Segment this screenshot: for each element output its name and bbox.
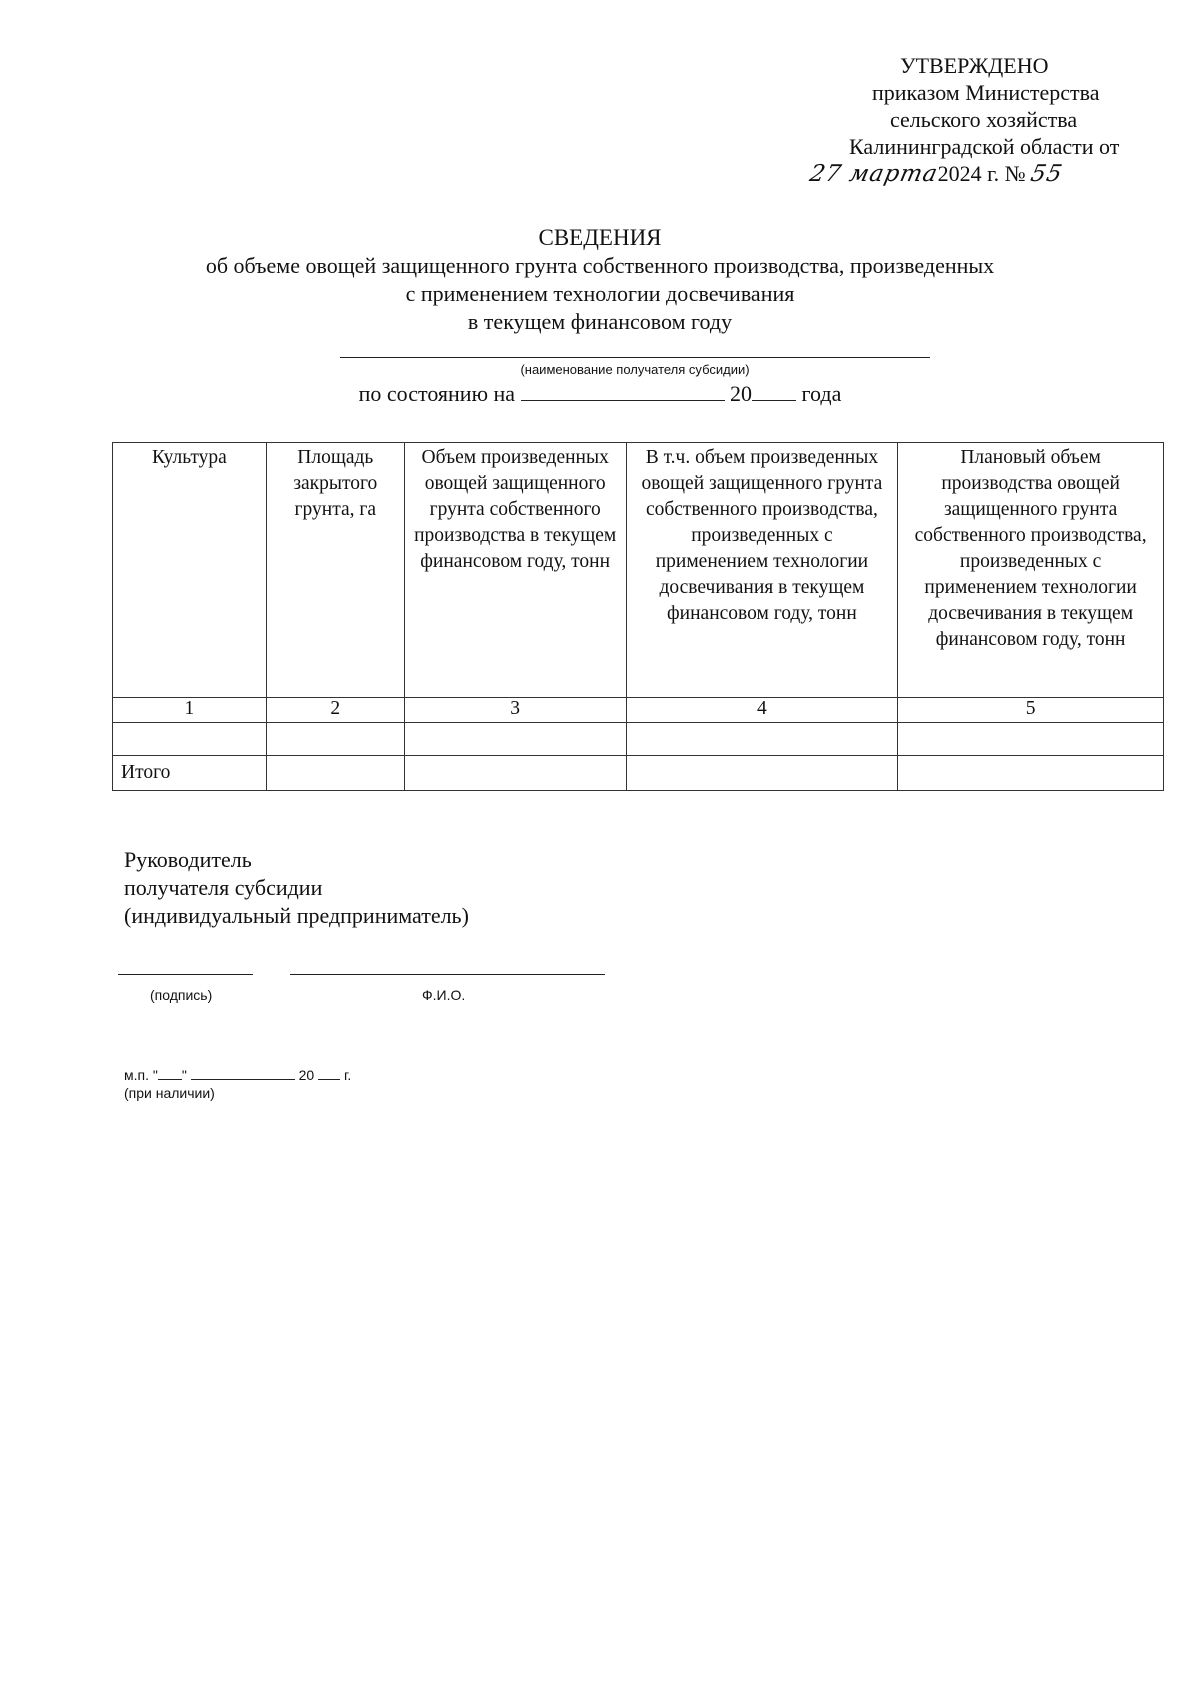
header-area: Площадь закрытого грунта, га — [266, 443, 404, 698]
approval-ministry: сельского хозяйства — [890, 107, 1078, 132]
stamp-day-field[interactable] — [158, 1067, 182, 1080]
approval-region: Калининградской области от — [849, 134, 1120, 159]
title-heading: СВЕДЕНИЯ — [538, 225, 662, 250]
header-planned-volume: Плановый объем производства овощей защищенного грунта собственного производства, произведенных с применением технологии досвечивания в текущем финансовом году, тонн — [898, 443, 1164, 698]
column-number: 5 — [898, 698, 1164, 723]
approval-block — [760, 52, 1160, 188]
table-header-row — [113, 443, 1164, 698]
as-of-date-row — [0, 381, 1200, 407]
signer-line-3: (индивидуальный предприниматель) — [124, 903, 469, 928]
approval-title: УТВЕРЖДЕНО — [900, 53, 1049, 78]
column-number: 1 — [113, 698, 267, 723]
as-of-suffix: года — [801, 381, 842, 406]
approval-order: приказом Министерства — [872, 80, 1100, 105]
total-row — [113, 756, 1164, 791]
column-number: 3 — [404, 698, 626, 723]
signature-field[interactable] — [118, 974, 253, 975]
total-cell-volume[interactable] — [404, 756, 626, 791]
full-name-caption: Ф.И.О. — [422, 987, 466, 1003]
column-number-row — [113, 698, 1164, 723]
signer-line-1: Руководитель — [124, 847, 252, 872]
total-label: Итого — [113, 756, 267, 791]
table-cell-planned[interactable] — [898, 723, 1164, 756]
signature-caption: (подпись) — [150, 987, 213, 1003]
stamp-year-suffix: г. — [343, 1067, 352, 1083]
stamp-year-field[interactable] — [318, 1067, 340, 1080]
title-line-2: с применением технологии досвечивания — [405, 281, 795, 306]
approval-date-line — [760, 160, 1160, 188]
stamp-block — [124, 1066, 351, 1102]
signer-line-2: получателя субсидии — [124, 875, 323, 900]
signer-block — [124, 846, 469, 930]
recipient-name-field[interactable] — [340, 357, 930, 358]
as-of-century: 20 — [730, 381, 753, 406]
total-cell-volume-lighting[interactable] — [626, 756, 898, 791]
table-row — [113, 723, 1164, 756]
table-cell-volume[interactable] — [404, 723, 626, 756]
as-of-year-field[interactable] — [752, 382, 796, 401]
header-volume: Объем произведенных овощей защищенного грунта собственного производства в текущем финансовом году, тонн — [404, 443, 626, 698]
production-table — [112, 442, 1164, 791]
approval-date-handwritten: 27 марта — [807, 161, 941, 187]
approval-year: 2024 г. № — [937, 161, 1026, 186]
recipient-caption: (наименование получателя субсидии) — [520, 362, 750, 377]
full-name-field[interactable] — [290, 974, 605, 975]
header-volume-lighting: В т.ч. объем произведенных овощей защищенного грунта собственного производства, произведенных с применением технологии досвечивания в текущем финансовом году, тонн — [626, 443, 898, 698]
approval-number-handwritten: 55 — [1028, 161, 1066, 187]
title-line-1: об объеме овощей защищенного грунта собственного производства, произведенных — [205, 253, 995, 278]
column-number: 4 — [626, 698, 898, 723]
stamp-note: (при наличии) — [124, 1085, 215, 1101]
table-cell-culture[interactable] — [113, 723, 267, 756]
title-line-3: в текущем финансовом году — [467, 309, 733, 334]
header-culture: Культура — [113, 443, 267, 698]
total-cell-area[interactable] — [266, 756, 404, 791]
as-of-date-field[interactable] — [521, 382, 725, 401]
table-cell-area[interactable] — [266, 723, 404, 756]
column-number: 2 — [266, 698, 404, 723]
stamp-date-line — [124, 1066, 351, 1084]
document-title — [0, 224, 1200, 336]
table-cell-volume-lighting[interactable] — [626, 723, 898, 756]
stamp-century: 20 — [298, 1067, 315, 1083]
stamp-quote: " — [181, 1067, 187, 1083]
stamp-month-field[interactable] — [191, 1067, 295, 1080]
stamp-prefix: м.п. " — [124, 1067, 158, 1083]
total-cell-planned[interactable] — [898, 756, 1164, 791]
as-of-prefix: по состоянию на — [358, 381, 516, 406]
